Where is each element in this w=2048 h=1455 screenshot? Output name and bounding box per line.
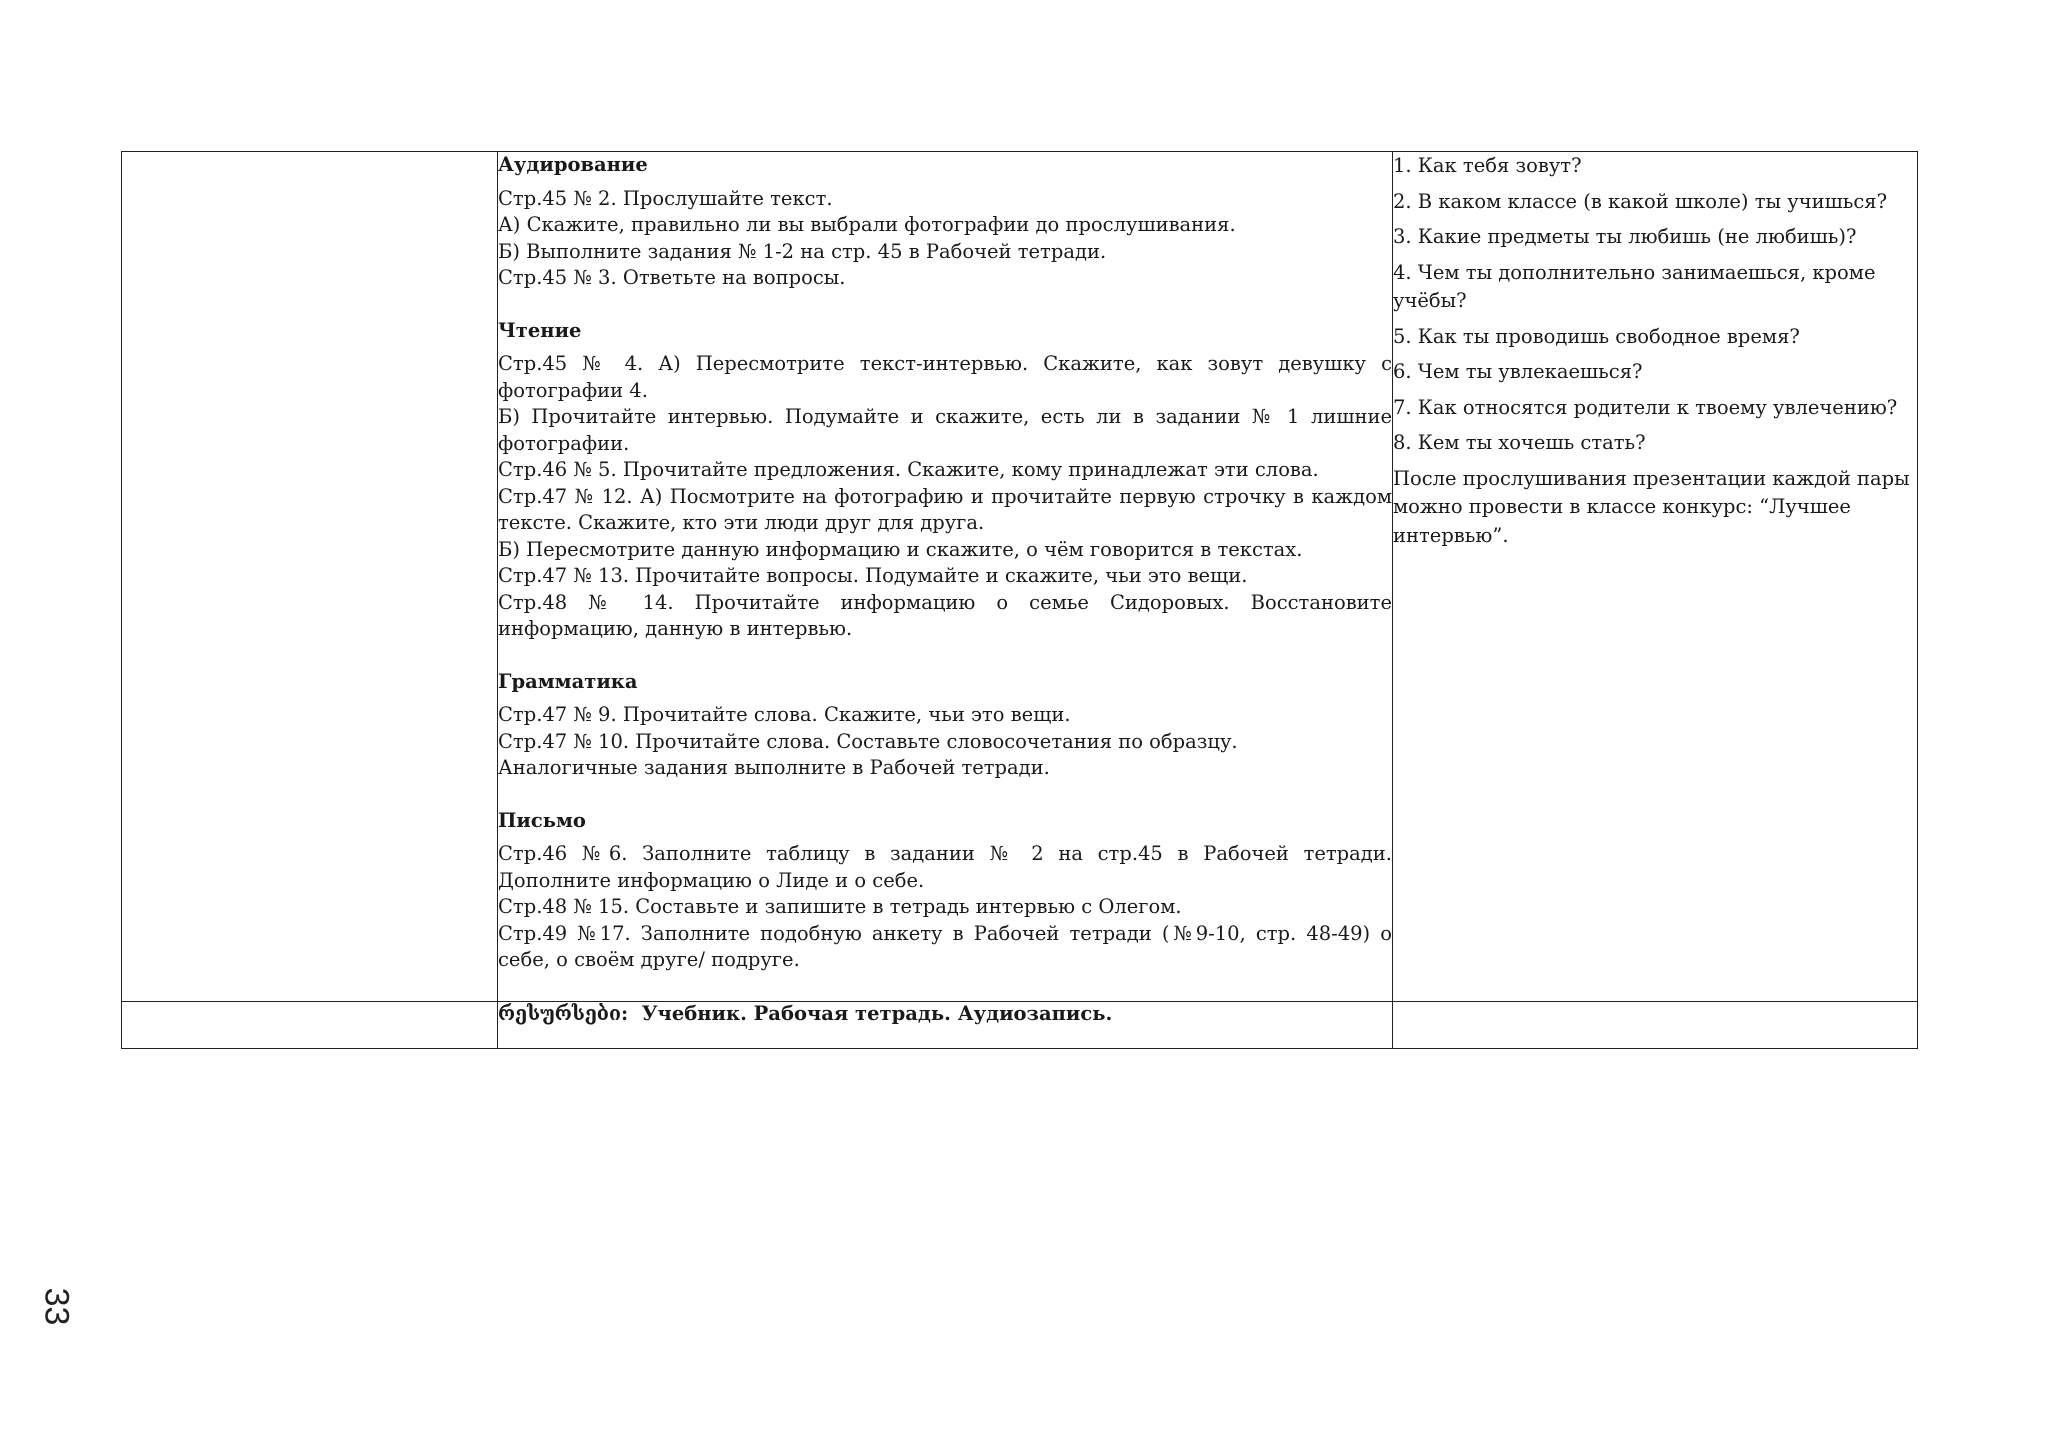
task-line: Стр.48 № 14. Прочитайте информацию о семье Сидоровых. Восстановите информацию, данную в интервью. — [498, 590, 1392, 640]
lesson-table — [121, 151, 1918, 1049]
task-line: Стр.47 № 13. Прочитайте вопросы. Подумайте и скажите, чьи это вещи. — [498, 564, 1248, 587]
section-heading: Грамматика — [498, 669, 638, 693]
questions-cell — [1393, 152, 1918, 1002]
activities-cell — [498, 152, 1393, 1002]
section-reading — [498, 318, 1392, 643]
task-line: Стр.47 № 12. А) Посмотрите на фотографию и прочитайте первую строчку в каждом тексте. Скажите, кто эти люди друг для друга. — [498, 484, 1392, 534]
task-line: Стр.46 № 5. Прочитайте предложения. Скажите, кому принадлежат эти слова. — [498, 458, 1319, 481]
question-item: 5. Как ты проводишь свободное время? — [1393, 324, 1800, 348]
section-grammar — [498, 669, 1392, 782]
resources-text: Учебник. Рабочая тетрадь. Аудиозапись. — [641, 1001, 1113, 1025]
question-item: 6. Чем ты увлекаешься? — [1393, 360, 1643, 383]
question-item: 2. В каком классе (в какой школе) ты учишься? — [1393, 189, 1888, 213]
task-line: Стр.46 №6. Заполните таблицу в задании № 2 на стр.45 в Рабочей тетради. Дополните информацию о Лиде и о себе. — [498, 842, 1392, 892]
task-line: Стр.45 № 4. А) Пересмотрите текст-интервью. Скажите, как зовут девушку с фотографии 4. — [498, 352, 1392, 402]
task-line: Б) Прочитайте интервью. Подумайте и скажите, есть ли в задании № 1 лишние фотографии. — [498, 405, 1392, 455]
task-line: А) Скажите, правильно ли вы выбрали фотографии до прослушивания. — [498, 213, 1236, 236]
stage-cell — [122, 152, 498, 1002]
task-line: Стр.45 № 3. Ответьте на вопросы. — [498, 266, 846, 289]
resources-empty-left — [122, 1001, 498, 1048]
task-line: Стр.48 № 15. Составьте и запишите в тетрадь интервью с Олегом. — [498, 895, 1182, 918]
page-number: 33 — [37, 1287, 76, 1326]
task-line: Б) Пересмотрите данную информацию и скажите, о чём говорится в текстах. — [498, 537, 1303, 561]
question-item: 7. Как относятся родители к твоему увлечению? — [1393, 395, 1898, 419]
resources-row — [122, 1001, 1918, 1048]
task-line: Б) Выполните задания № 1-2 на стр. 45 в Рабочей тетради. — [498, 239, 1107, 263]
lesson-row — [122, 152, 1918, 1002]
question-item: 8. Кем ты хочешь стать? — [1393, 431, 1646, 454]
section-heading: Письмо — [498, 808, 586, 832]
section-listening — [498, 152, 1392, 292]
resources-cell — [498, 1001, 1393, 1048]
task-line: Стр.47 № 9. Прочитайте слова. Скажите, чьи это вещи. — [498, 703, 1071, 726]
question-item: 1. Как тебя зовут? — [1393, 154, 1582, 177]
question-item: 4. Чем ты дополнительно занимаешься, кроме учёбы? — [1393, 260, 1876, 312]
resources-empty-right — [1393, 1001, 1918, 1048]
section-heading: Аудирование — [498, 153, 648, 176]
question-item: 3. Какие предметы ты любишь (не любишь)? — [1393, 225, 1857, 248]
resources-label: რესურსები: — [498, 1001, 629, 1025]
task-line: Стр.47 № 10. Прочитайте слова. Составьте словосочетания по образцу. — [498, 729, 1238, 753]
task-line: Стр.45 № 2. Прослушайте текст. — [498, 186, 833, 210]
task-line: Стр.49 №17. Заполните подобную анкету в Рабочей тетради (№9-10, стр. 48-49) о себе, о своём друге/ подруге. — [498, 921, 1392, 971]
section-writing — [498, 808, 1392, 974]
contest-note: После прослушивания презентации каждой пары можно провести в классе конкурс: “Лучшее интервью”. — [1393, 466, 1910, 547]
task-line: Аналогичные задания выполните в Рабочей тетради. — [498, 756, 1050, 779]
section-heading: Чтение — [498, 318, 582, 342]
